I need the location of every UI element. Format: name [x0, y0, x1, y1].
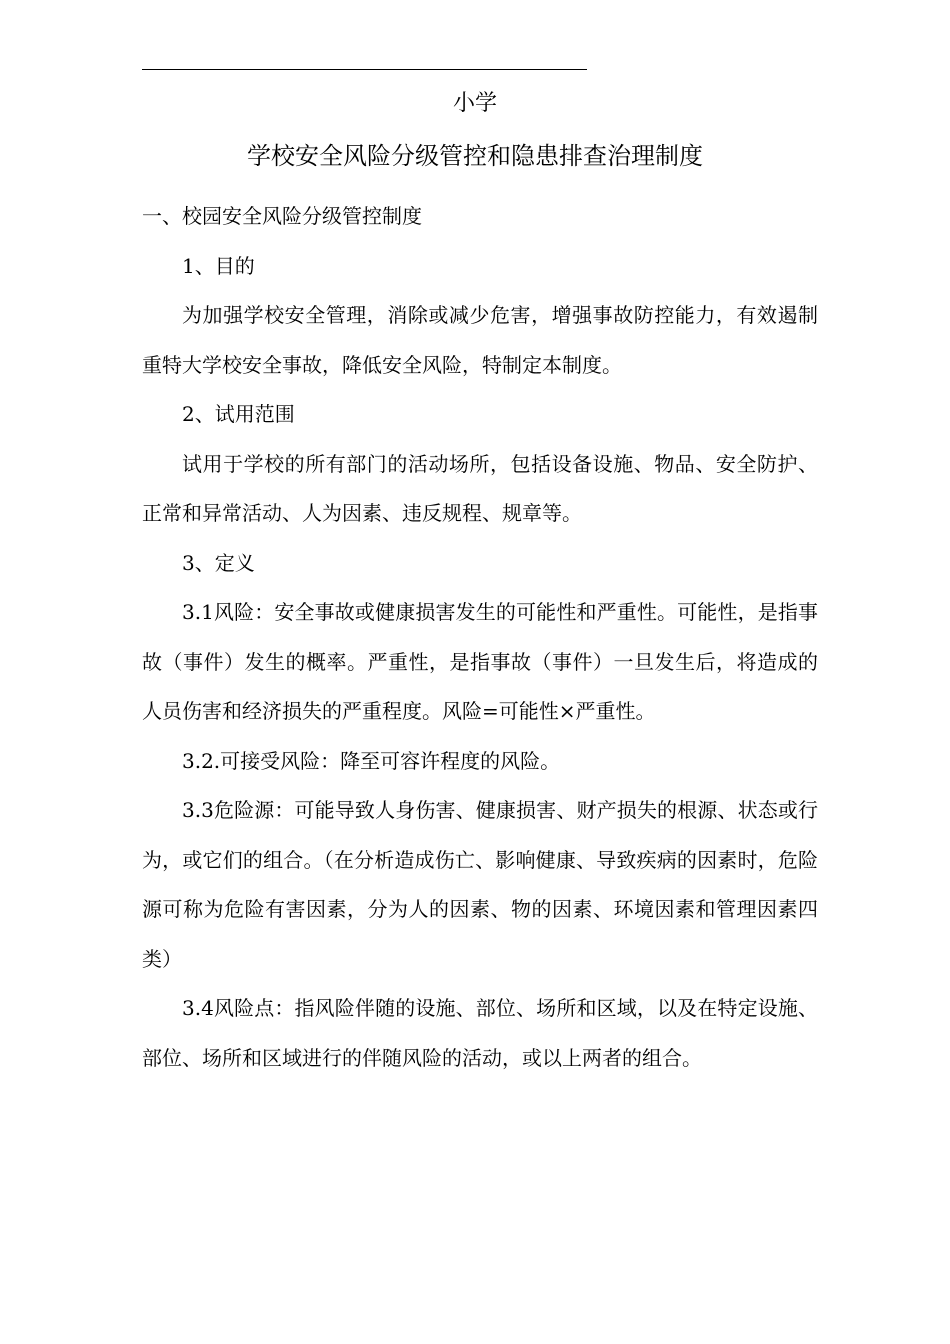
- section-heading: 一、校园安全风险分级管控制度: [142, 204, 422, 228]
- subheading-purpose: 1、目的: [182, 253, 255, 278]
- paragraph-definition-acceptable-risk: 3.2.可接受风险：降至可容许程度的风险。: [182, 748, 561, 773]
- subheading-definitions: 3、定义: [182, 550, 255, 575]
- subheading-scope: 2、试用范围: [182, 402, 295, 426]
- paragraph-definition-hazard: 3.3危险源：可能导致人身伤害、健康损害、财产损失的根源、状态或行为，或它们的组合。（在分析造成伤亡、影响健康、导致疾病的因素时，危险源可称为危险有害因素，分为人的因素、物的因素、环境因素和管理因素四类）: [142, 798, 818, 971]
- paragraph-definition-risk-point: 3.4风险点：指风险伴随的设施、部位、场所和区域，以及在特定设施、部位、场所和区域进行的伴随风险的活动，或以上两者的组合。: [142, 996, 818, 1070]
- document-title: 学校安全风险分级管控和隐患排查治理制度: [247, 142, 703, 170]
- school-name: 小学: [452, 91, 497, 116]
- paragraph-purpose: 为加强学校安全管理，消除或减少危害，增强事故防控能力，有效遏制重特大学校安全事故，降低安全风险，特制定本制度。: [142, 303, 818, 377]
- document-body: [142, 192, 818, 1083]
- paragraph-scope: 试用于学校的所有部门的活动场所，包括设备设施、物品、安全防护、正常和异常活动、人为因素、违反规程、规章等。: [142, 451, 818, 525]
- paragraph-definition-risk: 3.1风险：安全事故或健康损害发生的可能性和严重性。可能性，是指事故（事件）发生的概率。严重性，是指事故（事件）一旦发生后，将造成的人员伤害和经济损失的严重程度。风险=可能性×严重性。: [142, 600, 818, 723]
- header-rule: [142, 69, 587, 70]
